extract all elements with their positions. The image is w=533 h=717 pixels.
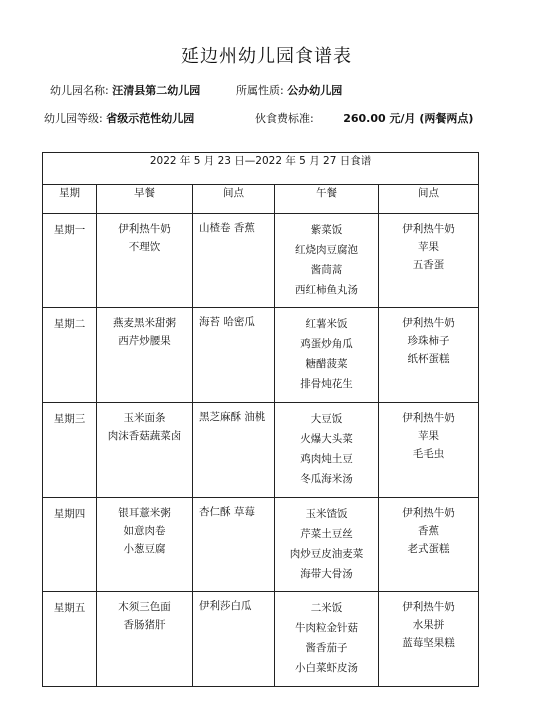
menu-item: 伊利热牛奶 bbox=[118, 222, 171, 235]
menu-item: 冬瓜海米汤 bbox=[300, 473, 353, 485]
fee-value: 260.00 元/月 (两餐两点) bbox=[343, 112, 474, 125]
menu-item: 鸡肉炖土豆 bbox=[300, 453, 353, 465]
lunch-cell bbox=[275, 497, 379, 592]
menu-item: 肉炒豆皮油麦菜 bbox=[289, 547, 364, 560]
snack2-cell bbox=[379, 308, 479, 403]
snack2-cell bbox=[379, 213, 479, 308]
menu-item: 伊利热牛奶 bbox=[402, 222, 455, 235]
snack1-cell: 伊利莎白瓜 bbox=[193, 592, 275, 687]
breakfast-cell bbox=[97, 497, 193, 592]
menu-item: 老式蛋糕 bbox=[407, 542, 450, 555]
menu-item: 海带大骨汤 bbox=[300, 567, 353, 580]
menu-item: 火爆大头菜 bbox=[300, 433, 353, 445]
fee-label: 伙食费标准: bbox=[255, 112, 314, 125]
menu-item: 酱香茄子 bbox=[305, 642, 348, 655]
menu-item: 银耳薏米粥 bbox=[118, 506, 171, 519]
fee-field bbox=[255, 110, 473, 126]
header-row bbox=[43, 184, 479, 213]
snack1-cell: 山楂卷 香蕉 bbox=[193, 213, 275, 308]
menu-item: 不理饮 bbox=[128, 240, 161, 253]
kindergarten-name-value: 汪清县第二幼儿园 bbox=[112, 84, 201, 97]
menu-table bbox=[42, 152, 479, 687]
weekday-cell: 星期五 bbox=[43, 592, 97, 687]
menu-item: 木须三色面 bbox=[118, 601, 171, 614]
nature-value: 公办幼儿园 bbox=[287, 84, 343, 97]
weekday-cell: 星期一 bbox=[43, 213, 97, 308]
menu-item: 珍珠柿子 bbox=[407, 335, 450, 348]
date-range: 2022 年 5 月 23 日—2022 年 5 月 27 日食谱 bbox=[43, 153, 479, 185]
menu-item: 香蕉 bbox=[418, 524, 440, 537]
menu-item: 苹果 bbox=[418, 430, 440, 442]
weekday-cell: 星期四 bbox=[43, 497, 97, 592]
snack2-cell bbox=[379, 403, 479, 498]
table-row bbox=[43, 592, 479, 687]
menu-item: 小葱豆腐 bbox=[123, 542, 166, 555]
page-title: 延边州幼儿园食谱表 bbox=[181, 46, 352, 67]
menu-item: 香肠猪肝 bbox=[123, 619, 166, 632]
header-breakfast: 早餐 bbox=[97, 184, 193, 213]
grade-field bbox=[44, 110, 194, 126]
menu-item: 酱茼蒿 bbox=[310, 263, 343, 276]
menu-item: 西芹炒腰果 bbox=[118, 335, 171, 348]
header-lunch: 午餐 bbox=[275, 184, 379, 213]
nature-label: 所属性质: bbox=[236, 84, 284, 97]
menu-item: 水果拼 bbox=[412, 619, 445, 632]
menu-item: 红薯米饭 bbox=[305, 318, 348, 331]
snack1-cell: 黑芝麻酥 油桃 bbox=[193, 403, 275, 498]
menu-item: 纸杯蛋糕 bbox=[407, 353, 450, 366]
menu-item: 毛毛虫 bbox=[412, 448, 445, 460]
header-snack-1: 间点 bbox=[193, 184, 275, 213]
kindergarten-name-field bbox=[50, 82, 200, 98]
snack1-cell: 海苔 哈密瓜 bbox=[193, 308, 275, 403]
menu-item: 芹菜土豆丝 bbox=[300, 527, 353, 540]
grade-value: 省级示范性幼儿园 bbox=[106, 112, 195, 125]
snack2-cell bbox=[379, 592, 479, 687]
menu-item: 伊利热牛奶 bbox=[402, 317, 455, 330]
weekday-cell: 星期三 bbox=[43, 403, 97, 498]
table-row bbox=[43, 497, 479, 592]
table-row bbox=[43, 213, 479, 308]
menu-item: 排骨炖花生 bbox=[300, 378, 353, 391]
menu-item: 伊利热牛奶 bbox=[402, 506, 455, 519]
menu-item: 西红柿鱼丸汤 bbox=[295, 283, 358, 296]
menu-item: 燕麦黑米甜粥 bbox=[113, 317, 176, 330]
menu-item: 紫菜饭 bbox=[310, 223, 343, 236]
menu-item: 大豆饭 bbox=[310, 413, 343, 425]
breakfast-cell bbox=[97, 213, 193, 308]
nature-field bbox=[236, 82, 342, 98]
lunch-cell bbox=[275, 403, 379, 498]
snack1-cell: 杏仁酥 草莓 bbox=[193, 497, 275, 592]
menu-item: 肉沫香菇蔬菜卤 bbox=[107, 430, 182, 442]
header-weekday: 星期 bbox=[43, 184, 97, 213]
menu-item: 苹果 bbox=[418, 240, 440, 253]
menu-item: 五香蛋 bbox=[412, 258, 445, 271]
menu-item: 二米饭 bbox=[310, 602, 343, 615]
menu-item: 牛肉粒金针菇 bbox=[295, 622, 358, 635]
menu-item: 小白菜虾皮汤 bbox=[295, 662, 358, 675]
menu-item: 玉米面条 bbox=[123, 412, 166, 424]
menu-item: 伊利热牛奶 bbox=[402, 601, 455, 614]
kindergarten-name-label: 幼儿园名称: bbox=[50, 84, 109, 97]
menu-item: 糖醋菠菜 bbox=[305, 358, 348, 371]
menu-item: 鸡蛋炒角瓜 bbox=[300, 338, 353, 351]
header-snack-2: 间点 bbox=[379, 184, 479, 213]
lunch-cell bbox=[275, 308, 379, 403]
breakfast-cell bbox=[97, 308, 193, 403]
menu-item: 蓝莓坚果糕 bbox=[402, 637, 455, 650]
weekday-cell: 星期二 bbox=[43, 308, 97, 403]
menu-item: 伊利热牛奶 bbox=[402, 412, 455, 424]
grade-label: 幼儿园等级: bbox=[44, 112, 103, 125]
table-row bbox=[43, 403, 479, 498]
menu-item: 如意肉卷 bbox=[123, 524, 166, 537]
breakfast-cell bbox=[97, 592, 193, 687]
date-range-row bbox=[43, 153, 479, 185]
lunch-cell bbox=[275, 213, 379, 308]
menu-item: 红烧肉豆腐泡 bbox=[295, 243, 358, 256]
snack2-cell bbox=[379, 497, 479, 592]
breakfast-cell bbox=[97, 403, 193, 498]
lunch-cell bbox=[275, 592, 379, 687]
menu-item: 玉米馇饭 bbox=[305, 507, 348, 520]
table-row bbox=[43, 308, 479, 403]
